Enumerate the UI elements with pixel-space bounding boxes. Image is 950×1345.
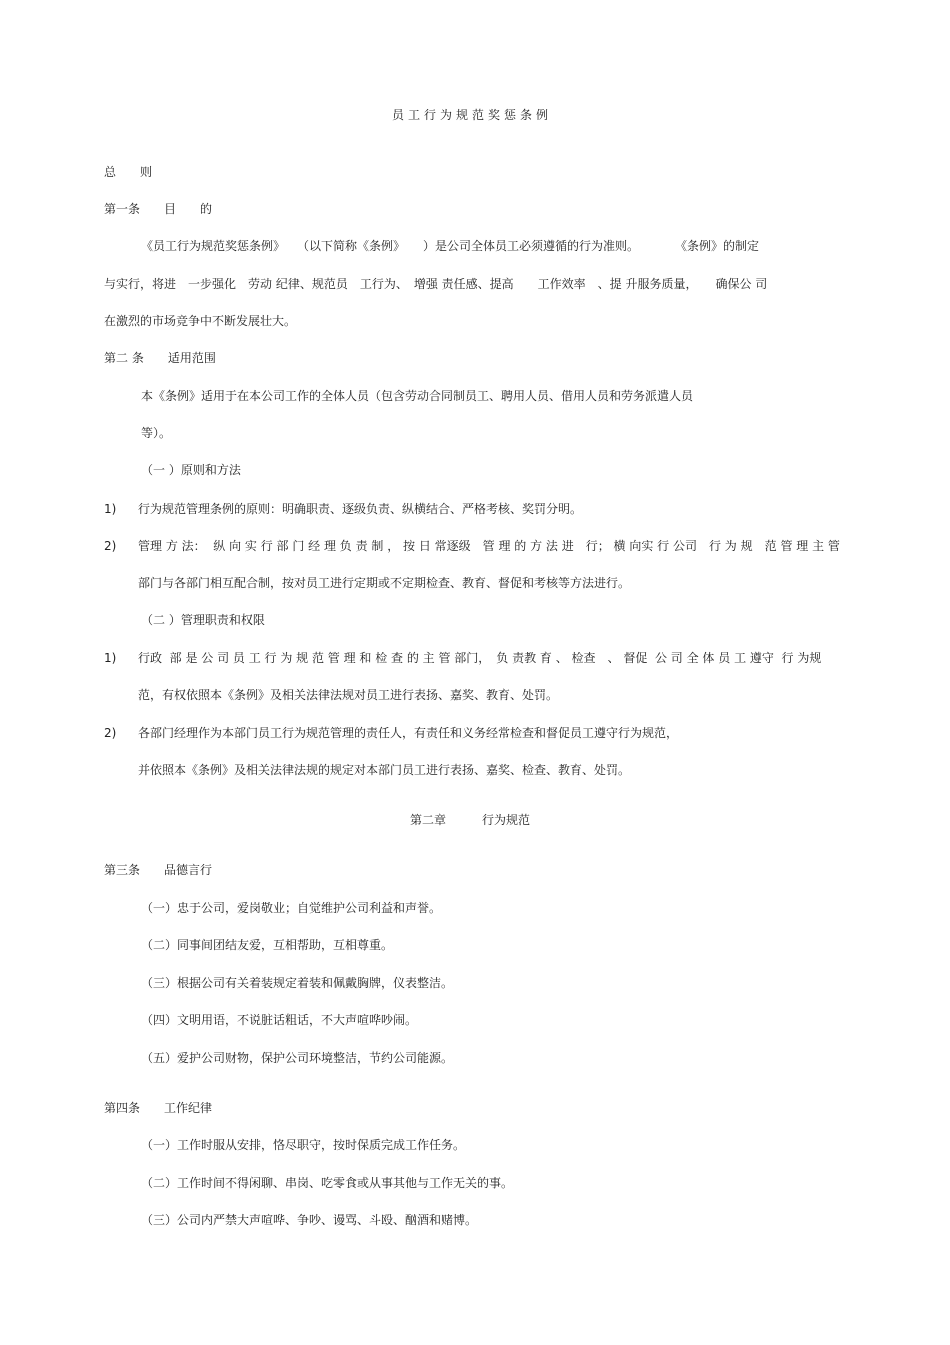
article-4-item: （三）公司内严禁大声喧哗、争吵、谩骂、斗殴、酗酒和赌博。 [141,1213,478,1227]
article-4-item: （一）工作时服从安排，恪尽职守，按时保质完成工作任务。 [141,1138,466,1152]
subsection-2-item-1-number: 1) [104,651,117,665]
article-1-heading: 第一条 目 的 [104,202,213,216]
article-2-paragraph-line-1: 本《条例》适用于在本公司工作的全体人员（包含劳动合同制员工、聘用人员、借用人员和劳务派遣人员 [141,389,694,403]
article-3-item: （一）忠于公司，爱岗敬业；自觉维护公司利益和声誉。 [141,901,442,915]
subsection-2-item-2-number: 2) [104,726,117,740]
document-title: 员工行为规范奖惩条例 [392,108,553,122]
chapter-2-heading: 第二章 行为规范 [410,813,531,827]
section-general: 总 则 [104,165,153,179]
subsection-2-item-2-line-2: 并依照本《条例》及相关法律法规的规定对本部门员工进行表扬、嘉奖、检查、教育、处罚。 [138,763,631,777]
article-3-item: （三）根据公司有关着装规定着装和佩戴胸牌，仪表整洁。 [141,976,454,990]
article-4-item: （二）工作时间不得闲聊、串岗、吃零食或从事其他与工作无关的事。 [141,1176,514,1190]
article-3-item: （四）文明用语，不说脏话粗话，不大声喧哗吵闹。 [141,1013,418,1027]
subsection-2-item-1-line-2: 范，有权依照本《条例》及相关法律法规对员工进行表扬、嘉奖、教育、处罚。 [138,688,559,702]
article-4-heading: 第四条 工作纪律 [104,1101,213,1115]
article-1-paragraph-line-2: 与实行，将进 一步强化 劳动 纪律、规范员 工行为、 增强 责任感、提高 工作效率 、提 升服务质量， 确保公 司 [104,277,768,291]
subsection-1-item-2-number: 2) [104,539,117,553]
subsection-2-item-2-line-1: 各部门经理作为本部门员工行为规范管理的责任人，有责任和义务经常检查和督促员工遵守行为规范， [138,726,679,740]
subsection-1-item-1-text: 行为规范管理条例的原则：明确职责、逐级负责、纵横结合、严格考核、奖罚分明。 [138,502,583,516]
subsection-1-heading: （一 ）原则和方法 [141,463,241,477]
article-1-paragraph-line-3: 在激烈的市场竞争中不断发展壮大。 [104,314,297,328]
subsection-1-item-2-line-2: 部门与各部门相互配合制，按对员工进行定期或不定期检查、教育、督促和考核等方法进行。 [138,576,631,590]
subsection-1-item-2-line-1: 管理 方 法： 纵 向 实 行 部 门 经 理 负 责 制 ， 按 日 常逐级 管 理 的 方 法 进 行； 横 向实 行 公司 行 为 规 范 管 理 主 管 [138,539,840,553]
article-3-item: （二）同事间团结友爱，互相帮助，互相尊重。 [141,938,394,952]
subsection-1-item-1-number: 1) [104,502,117,516]
article-2-paragraph-line-2: 等）。 [141,426,172,440]
subsection-2-heading: （二 ）管理职责和权限 [141,613,265,627]
article-2-heading: 第二 条 适用范围 [104,351,216,365]
article-1-paragraph-line-1: 《员工行为规范奖惩条例》 （以下简称《条例》 ）是公司全体员工必须遵循的行为准则。 《条例》的制定 [141,239,760,253]
article-3-item: （五）爱护公司财物，保护公司环境整洁，节约公司能源。 [141,1051,454,1065]
article-3-heading: 第三条 品德言行 [104,863,213,877]
subsection-2-item-1-line-1: 行政 部 是 公 司 员 工 行 为 规 范 管 理 和 检 查 的 主 管 部门， 负 责教 育 、 检查 、 督促 公 司 全 体 员 工 遵守 行 为规 [138,651,822,665]
